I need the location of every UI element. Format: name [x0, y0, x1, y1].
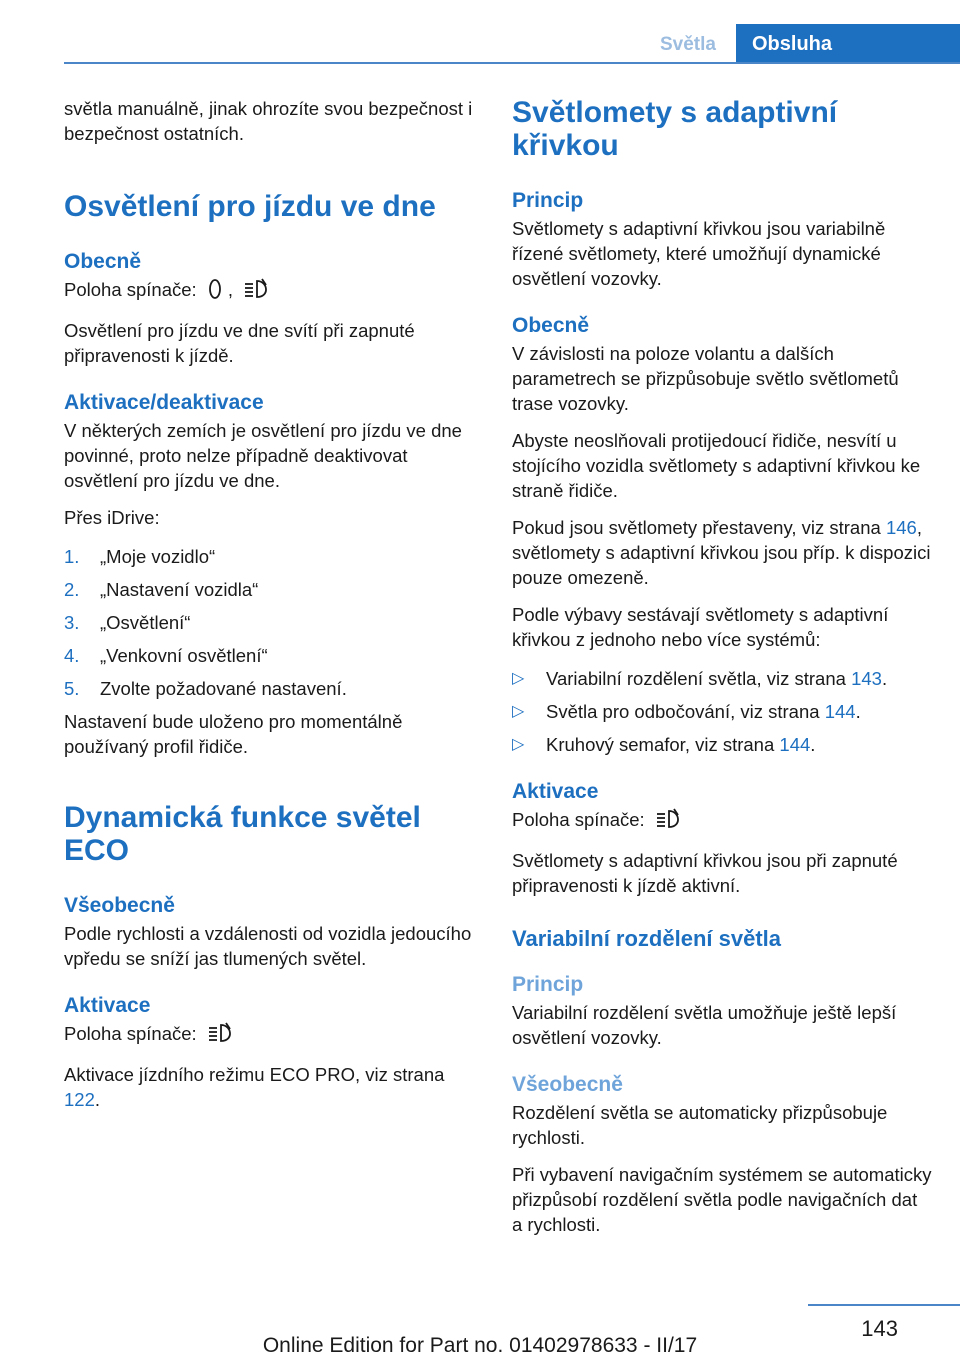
- edition-footer: Online Edition for Part no. 01402978633 - II/17: [262, 1334, 698, 1357]
- general-text-4: Podle výbavy sestávají světlomety s adaptivní křivkou z jednoho nebo více systémů:: [512, 604, 889, 650]
- heading-principle: Princip: [512, 189, 584, 212]
- general-text-3b: , světlomety s adaptivní křivkou jsou příp. k dispozici pouze omezeně.: [512, 517, 931, 588]
- punct: .: [881, 668, 888, 689]
- heading-variable: Variabilní rozdělení světla: [512, 926, 781, 951]
- auto-headlight-icon: [244, 278, 272, 306]
- page-link-144b[interactable]: 144: [779, 734, 811, 755]
- heading-principle-2: Princip: [512, 973, 584, 996]
- header-rule: [64, 62, 960, 64]
- heading-activation: Aktivace/deaktivace: [64, 391, 264, 414]
- list-item: [64, 643, 478, 668]
- page-link-146[interactable]: 146: [885, 517, 917, 538]
- heading-daylight: Osvětlení pro jízdu ve dne: [64, 190, 436, 223]
- step-text: „Osvětlení“: [100, 612, 191, 633]
- heading-general-3: Všeobecně: [512, 1073, 623, 1096]
- page-number: 143: [861, 1316, 898, 1341]
- activation-text-right: Světlomety s adaptivní křivkou jsou při zapnuté připravenosti k jízdě aktivní.: [512, 850, 898, 896]
- heading-eco: Dynamická funkce světel ECO: [64, 801, 421, 867]
- daylight-text: Osvětlení pro jízdu ve dne svítí při zapnuté připravenosti k jízdě.: [64, 320, 415, 366]
- eco-activation-text: [64, 1062, 478, 1112]
- left-column: [64, 96, 478, 1124]
- auto-headlight-icon: [656, 808, 684, 836]
- switch-position-line-2: [64, 1021, 478, 1050]
- eco-text: Podle rychlosti a vzdálenosti od vozidla jedoucího vpředu se sníží jas tlumených světel.: [64, 923, 472, 969]
- eco-activation-label: Aktivace jízdního režimu ECO PRO, viz strana: [64, 1064, 445, 1085]
- systems-list: [512, 666, 932, 757]
- list-item: [64, 544, 478, 569]
- idrive-text: Přes iDrive:: [64, 507, 160, 528]
- general-text-3: [512, 515, 932, 590]
- bullet-text: Kruhový semafor, viz strana: [546, 734, 780, 755]
- general-text-1: V závislosti na poloze volantu a dalších parametrech se přizpůsobuje světlo světlometů trase vozovky.: [512, 343, 899, 414]
- switch-position-0-icon: [208, 278, 222, 306]
- heading-general-2: Všeobecně: [64, 894, 175, 917]
- list-item: [64, 577, 478, 602]
- general-text-3a: Pokud jsou světlomety přestaveny, viz strana: [512, 517, 886, 538]
- bullet-text: Světla pro odbočování, viz strana: [546, 701, 825, 722]
- page-link-143[interactable]: 143: [851, 668, 882, 689]
- right-column: [512, 96, 932, 1249]
- punct: .: [94, 1089, 101, 1110]
- heading-activation-right: Aktivace: [512, 780, 599, 803]
- heading-general-right: Obecně: [512, 314, 590, 337]
- list-item: [512, 666, 932, 691]
- idrive-steps: [64, 544, 478, 701]
- heading-adaptive: Světlomety s adaptivní křivkou: [512, 96, 838, 162]
- switch-label: Poloha spínače:: [64, 1023, 197, 1044]
- page-link-144[interactable]: 144: [824, 701, 856, 722]
- step-text: „Nastavení vozidla“: [100, 579, 259, 600]
- list-item: [64, 676, 478, 701]
- heading-activation-2: Aktivace: [64, 994, 151, 1017]
- principle-text: Světlomety s adaptivní křivkou jsou variabilně řízené světlomety, které umožňují dynamické osvětlení vozovky.: [512, 218, 886, 289]
- step-text: Zvolte požadované nastavení.: [100, 678, 347, 699]
- list-item: [512, 732, 932, 757]
- general2-text-2: Při vybavení navigačním systémem se automaticky přizpůsobí rozdělení světla podle navigačních dat a rychlosti.: [512, 1164, 932, 1235]
- activation-text: V některých zemích je osvětlení pro jízdu ve dne povinné, proto nelze případně deaktivovat osvětlení pro jízdu ve dne.: [64, 420, 462, 491]
- general2-text-1: Rozdělení světla se automaticky přizpůsobuje rychlosti.: [512, 1102, 888, 1148]
- switch-position-line: [64, 277, 478, 306]
- principle2-text: Variabilní rozdělení světla umožňuje ještě lepší osvětlení vozovky.: [512, 1002, 897, 1048]
- step-number: 4.: [64, 645, 80, 666]
- heading-general: Obecně: [64, 250, 142, 273]
- triangle-bullet-icon: ▷: [512, 670, 525, 687]
- step-number: 2.: [64, 579, 80, 600]
- general-text-2: Abyste neoslňovali protijedoucí řidiče, nesvítí u stojícího vozidla světlomety s adaptivní křivkou ke straně řidiče.: [512, 430, 921, 501]
- step-number: 1.: [64, 546, 80, 567]
- section-tab[interactable]: Světla: [660, 34, 716, 55]
- footer-rule: [808, 1304, 960, 1306]
- step-number: 3.: [64, 612, 80, 633]
- auto-headlight-icon: [208, 1022, 236, 1050]
- chapter-tab[interactable]: Obsluha: [736, 24, 960, 64]
- list-item: [64, 610, 478, 635]
- page-link-122[interactable]: 122: [64, 1089, 95, 1110]
- bullet-text: Variabilní rozdělení světla, viz strana: [546, 668, 852, 689]
- step-text: „Moje vozidlo“: [100, 546, 216, 567]
- triangle-bullet-icon: ▷: [512, 736, 525, 753]
- triangle-bullet-icon: ▷: [512, 703, 525, 720]
- step-text: „Venkovní osvětlení“: [100, 645, 268, 666]
- saved-text: Nastavení bude uloženo pro momentálně používaný profil řidiče.: [64, 711, 403, 757]
- list-item: [512, 699, 932, 724]
- punct: .: [810, 734, 816, 755]
- switch-label: Poloha spínače:: [64, 279, 197, 300]
- intro-text: světla manuálně, jinak ohrozíte svou bezpečnost i bezpečnost ostatních.: [64, 98, 473, 144]
- step-number: 5.: [64, 678, 80, 699]
- switch-sep: ,: [227, 279, 233, 300]
- switch-label: Poloha spínače:: [512, 809, 645, 830]
- punct: .: [855, 701, 861, 722]
- switch-position-line-3: [512, 807, 932, 836]
